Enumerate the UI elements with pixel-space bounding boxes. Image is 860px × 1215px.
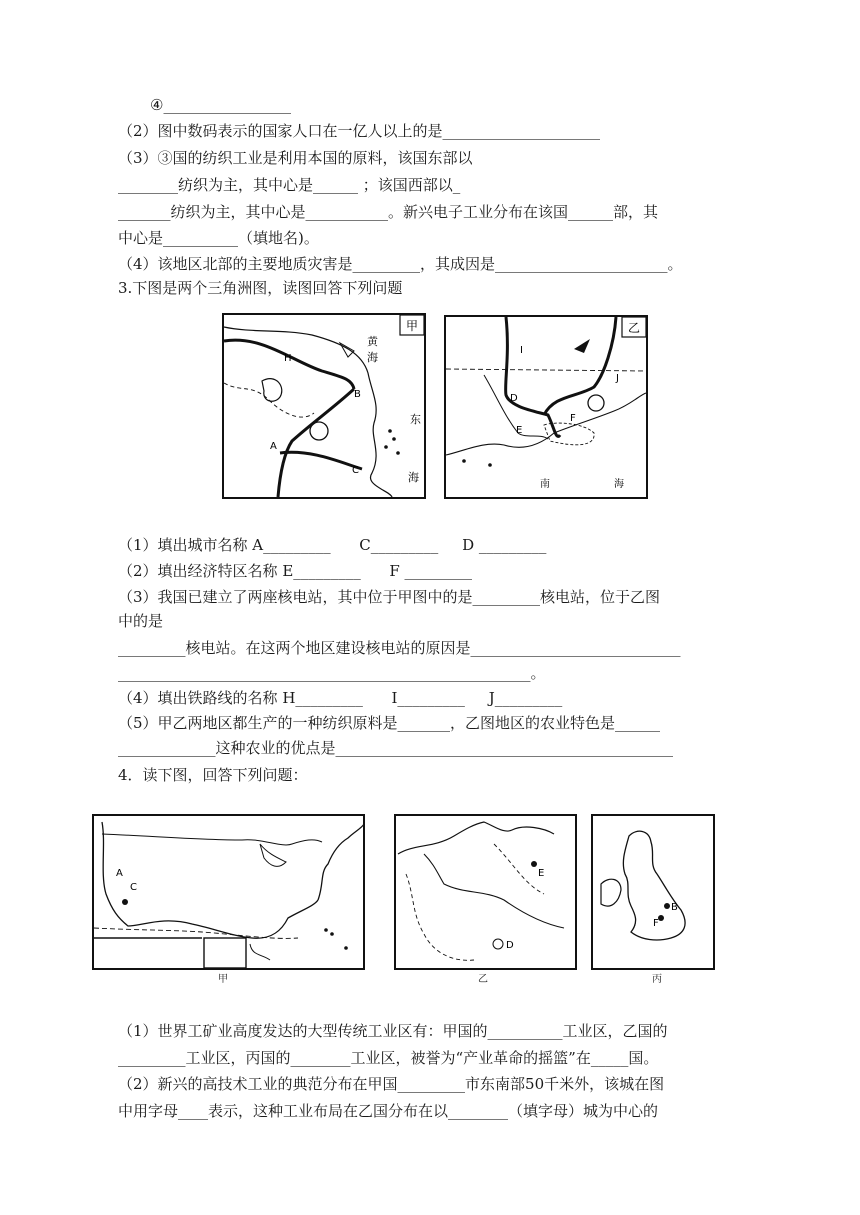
industrial-map-bing <box>591 814 715 970</box>
sea-label-bottom: 海 <box>408 471 419 484</box>
q2-sub3-d: 中心是__________（填地名)。 <box>118 229 319 247</box>
industrial-map-yi <box>394 814 577 970</box>
q3-s5-a: （5）甲乙两地区都生产的一种纺织原料是_______，乙图地区的农业特色是______ <box>118 714 661 732</box>
city-B-uk-label: B <box>671 902 678 913</box>
q2-sub4: （4）该地区北部的主要地质灾害是_________，其成因是_______________________。 <box>118 255 683 273</box>
railway-H-label: H <box>284 353 292 364</box>
railway-J-label: J <box>616 373 619 384</box>
q4-s2-a: （2）新兴的高技术工业的典范分布在甲国_________市东南部50千米外，该城在图 <box>118 1075 665 1093</box>
delta-map-jia <box>222 313 426 499</box>
city-F-label: F <box>570 413 576 424</box>
city-C-label: C <box>352 465 359 476</box>
railway-I-label: I <box>520 345 523 356</box>
city-A-usa-label: A <box>116 868 123 879</box>
industrial-map-jia <box>92 814 365 970</box>
city-B-label: B <box>354 389 361 400</box>
map-yi-tag: 乙 <box>628 321 641 335</box>
city-A-label: A <box>270 441 277 452</box>
q3-s3-b: 中的是 <box>118 612 164 630</box>
sea-label-top-2: 海 <box>367 351 378 364</box>
city-D-label: D <box>510 393 518 404</box>
q3-s4: （4）填出铁路线的名称 H_________ I_________ J_________ <box>118 689 563 707</box>
caption-jia: 甲 <box>218 974 228 985</box>
q2-sub3-a: （3）③国的纺织工业是利用本国的原料，该国东部以 <box>118 149 473 167</box>
city-E-label: E <box>516 425 523 436</box>
q3-heading: 3.下图是两个三角洲图，读图回答下列问题 <box>118 279 403 297</box>
city-E-ger-label: E <box>538 868 545 879</box>
sea-label-south-1: 南 <box>540 479 550 490</box>
sea-label-top-1: 黄 <box>367 335 378 348</box>
item-4-blank[interactable]: ④_________________ <box>150 96 291 114</box>
q3-s3-d: _______________________________________________________。 <box>118 664 546 682</box>
city-C-usa-label: C <box>130 882 137 893</box>
sea-label-east: 东 <box>410 413 421 426</box>
city-F-uk-label: F <box>653 918 659 929</box>
map-jia-tag: 甲 <box>406 319 419 333</box>
sea-label-south-2: 海 <box>614 479 624 490</box>
q2-sub3-b: ________纺织为主，其中心是______ ；该国西部以_ <box>118 176 461 194</box>
q3-s3-a: （3）我国已建立了两座核电站，其中位于甲图中的是_________核电站，位于乙图 <box>118 588 661 606</box>
q3-s1: （1）填出城市名称 A_________ C_________ D _________ <box>118 536 547 554</box>
q3-s3-c: _________核电站。在这两个地区建设核电站的原因是____________________________ <box>118 639 681 657</box>
q4-s2-b: 中用字母____表示，这种工业布局在乙国分布在以________（填字母）城为中心的 <box>118 1102 659 1120</box>
q2-sub3-c: _______纺织为主，其中心是___________。新兴电子工业分布在该国______部，其 <box>118 203 659 221</box>
q4-s1-a: （1）世界工矿业高度发达的大型传统工业区有：甲国的__________工业区，乙国的 <box>118 1022 668 1040</box>
q3-s2: （2）填出经济特区名称 E_________ F _________ <box>118 562 473 580</box>
q4-s1-b: _________工业区，丙国的________工业区，被誉为“产业革命的摇篮”在_____国。 <box>118 1049 659 1067</box>
caption-yi: 乙 <box>478 974 488 985</box>
caption-bing: 丙 <box>652 974 662 985</box>
q4-heading: 4．读下图，回答下列问题： <box>118 766 308 784</box>
delta-map-yi <box>444 315 648 499</box>
q3-s5-b: _____________这种农业的优点是_____________________________________________ <box>118 739 674 757</box>
q2-sub2: （2）图中数码表示的国家人口在一亿人以上的是_____________________ <box>118 122 601 140</box>
city-D-ger-label: D <box>506 940 514 951</box>
